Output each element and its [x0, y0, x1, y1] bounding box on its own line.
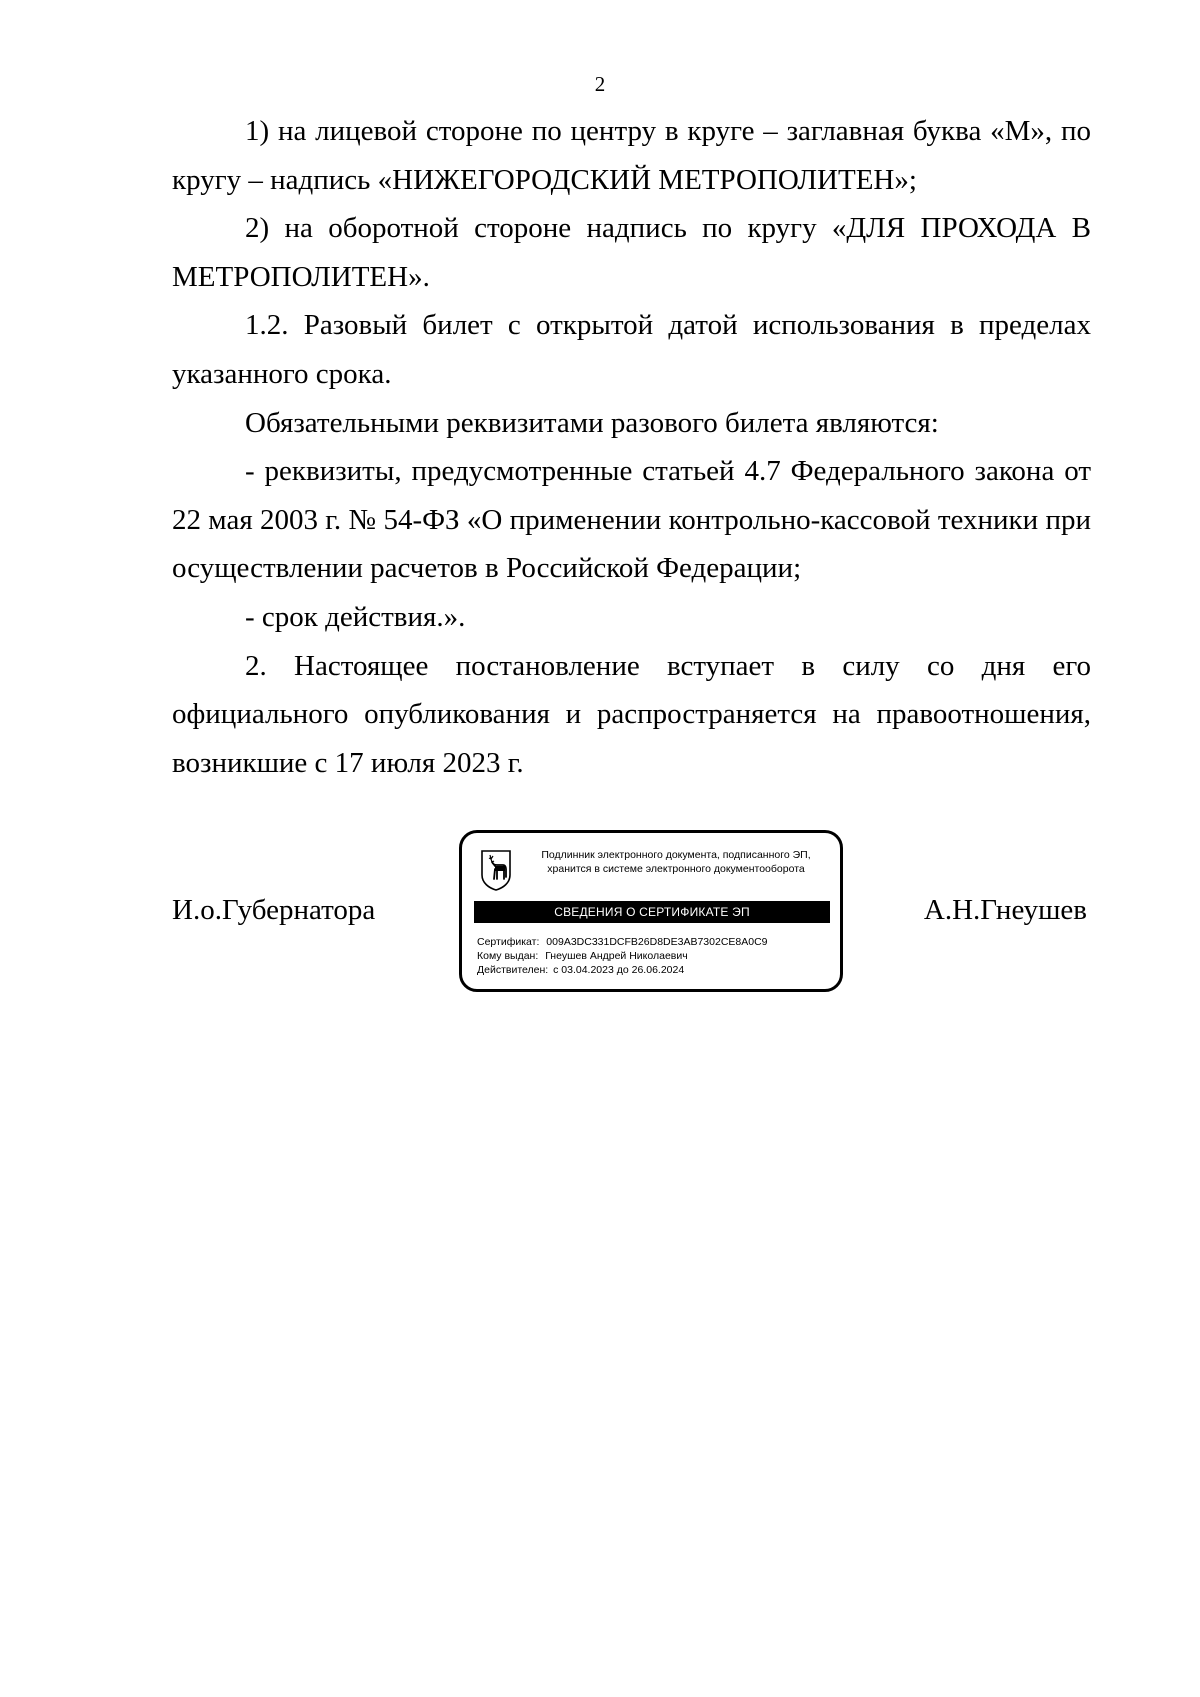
- stamp-certificate-details: [477, 935, 833, 977]
- document-body: [172, 107, 1091, 787]
- paragraph-reverse-side: 2) на оборотной стороне надпись по кругу «ДЛЯ ПРОХОДА В МЕТРОПОЛИТЕН».: [172, 212, 1091, 293]
- signatory-position: И.о.Губернатора: [172, 894, 376, 926]
- page-number: 2: [594, 72, 606, 96]
- valid-value: с 03.04.2023 до 26.06.2024: [553, 964, 685, 976]
- electronic-signature-stamp: [459, 830, 843, 992]
- certificate-row: [477, 935, 833, 949]
- signatory-name: А.Н.Гнеушев: [923, 894, 1087, 926]
- stamp-header-line-1: Подлинник электронного документа, подписанного ЭП,: [541, 849, 811, 861]
- paragraph-requisites-law: - реквизиты, предусмотренные статьей 4.7 Федерального закона от 22 мая 2003 г. № 54-ФЗ «О применении контрольно-кассовой техники при осуществлении расчетов в Российской Федерации;: [172, 455, 1091, 585]
- paragraph-entry-into-force: 2. Настоящее постановление вступает в силу со дня его официального опубликования и распространяется на правоотношения, возникшие с 17 июля 2023 г.: [172, 649, 1091, 779]
- valid-row: [477, 963, 833, 977]
- issued-to-row: [477, 949, 833, 963]
- stamp-certificate-title: СВЕДЕНИЯ О СЕРТИФИКАТЕ ЭП: [474, 901, 830, 923]
- paragraph-obverse-side: 1) на лицевой стороне по центру в круге – заглавная буква «М», по кругу – надпись «НИЖЕГОРОДСКИЙ МЕТРОПОЛИТЕН»;: [172, 115, 1091, 196]
- nizhny-novgorod-deer-emblem-icon: [480, 849, 512, 891]
- paragraph-single-ticket: 1.2. Разовый билет с открытой датой использования в пределах указанного срока.: [172, 309, 1091, 390]
- stamp-header: [518, 848, 834, 876]
- valid-label: Действителен:: [477, 964, 549, 976]
- paragraph-validity-period: - срок действия.».: [245, 600, 466, 633]
- paragraph-requisites-intro: Обязательными реквизитами разового билета являются:: [245, 406, 939, 439]
- certificate-value: 009A3DC331DCFB26D8DE3AB7302CE8A0C9: [546, 936, 768, 948]
- issued-to-label: Кому выдан:: [477, 950, 539, 962]
- issued-to-value: Гнеушев Андрей Николаевич: [545, 950, 688, 962]
- certificate-label: Сертификат:: [477, 936, 540, 948]
- stamp-header-line-2: хранится в системе электронного документооборота: [547, 863, 805, 875]
